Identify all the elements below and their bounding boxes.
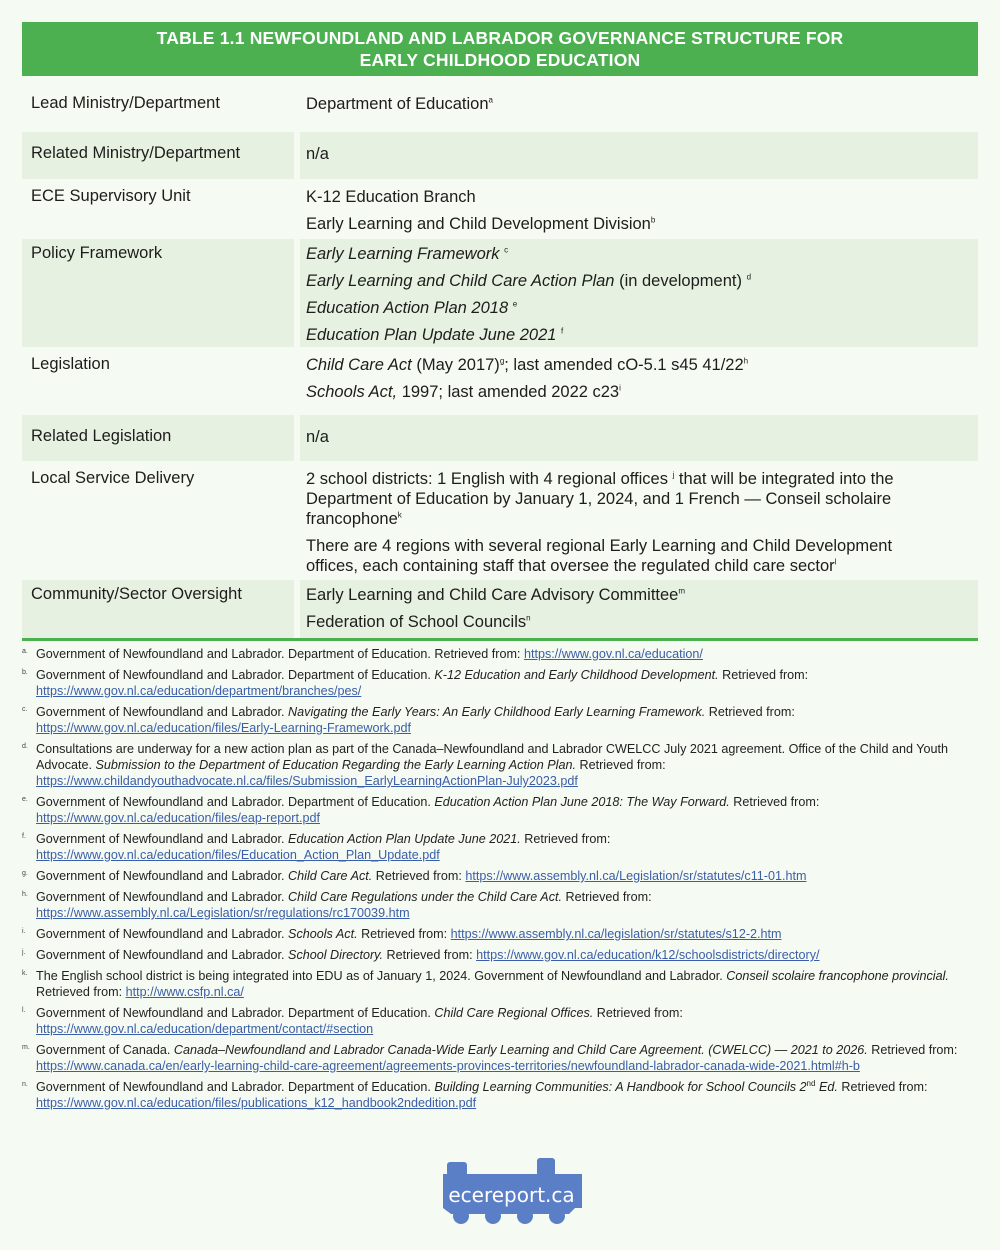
footnote-link[interactable]: https://www.gov.nl.ca/education/k12/schoolsdistricts/directory/ <box>476 948 820 962</box>
footnote-link[interactable]: http://www.csfp.nl.ca/ <box>125 985 244 999</box>
footnote-link[interactable]: https://www.gov.nl.ca/education/files/publications_k12_handbook2ndedition.pdf <box>36 1096 477 1110</box>
footnote-key: d. <box>22 743 28 750</box>
footnote-key: f. <box>22 833 26 840</box>
footnote-text: Government of Newfoundland and Labrador. <box>36 832 289 846</box>
footnote-key: j. <box>22 949 26 956</box>
row-value <box>300 182 978 236</box>
row-value <box>300 239 978 347</box>
footnote <box>22 1005 978 1037</box>
footnote-link[interactable]: https://www.assembly.nl.ca/Legislation/sr/regulations/rc170039.htm <box>36 906 410 920</box>
footnote-text: Retrieved from: <box>718 668 809 682</box>
footnote-key: h. <box>22 891 28 898</box>
table-title <box>22 22 978 76</box>
footnote-link[interactable]: https://www.gov.nl.ca/education/department/branches/pes/ <box>36 684 362 698</box>
footnote <box>22 794 978 826</box>
value-text: Federation of School Councils <box>306 613 527 631</box>
footnote-link[interactable]: https://www.assembly.nl.ca/legislation/sr/statutes/s12-2.htm <box>450 927 782 941</box>
footnote-link[interactable]: https://www.assembly.nl.ca/Legislation/sr/statutes/c11-01.htm <box>465 869 807 883</box>
footnote-link[interactable]: https://www.gov.nl.ca/education/files/Early-Learning-Framework.pdf <box>36 721 411 735</box>
footnote-title: Child Care Regulations under the Child Care Act. <box>288 890 562 904</box>
footnote-title: School Directory. <box>288 948 383 962</box>
value-text: that will be integrated into the Department of Education by January 1, 2024, and 1 French — Conseil scholaire francophone <box>306 470 894 528</box>
value-text: 2 school districts: 1 English with 4 regional offices <box>306 470 668 488</box>
value-text: ; last amended cO-5.1 s45 41/22 <box>504 356 744 374</box>
row-label: Policy Framework <box>22 239 294 347</box>
value-text: n/a <box>306 428 329 446</box>
footnote <box>22 667 978 699</box>
table-row <box>22 415 978 461</box>
footnote-text: Retrieved from: <box>372 869 466 883</box>
footnote-key: l. <box>22 1007 26 1014</box>
footnote-text: Government of Newfoundland and Labrador. <box>36 927 289 941</box>
row-label: Lead Ministry/Department <box>31 94 220 112</box>
footnote-text: Government of Newfoundland and Labrador. <box>36 948 289 962</box>
value-text: Early Learning and Child Development Division <box>306 215 651 233</box>
row-value <box>300 464 978 577</box>
footnote-text: Government of Newfoundland and Labrador. Department of Education. Retrieved from: <box>36 647 524 661</box>
value-text: Early Learning and Child Care Action Plan <box>306 272 615 290</box>
footnote-title: Child Care Regional Offices. <box>434 1006 594 1020</box>
value-text: Department of Education <box>306 95 489 113</box>
value-text: Early Learning Framework <box>306 245 500 263</box>
footnote-ref: d <box>746 272 752 282</box>
footnote-link[interactable]: https://www.childandyouthadvocate.nl.ca/files/Submission_EarlyLearningActionPlan-July2023.pdf <box>36 774 578 788</box>
footnote-link[interactable]: https://www.canada.ca/en/early-learning-child-care-agreement/agreements-provinces-territories/newfoundland-labrador-canada-wide-2021.html#h-b <box>36 1059 860 1073</box>
footnote-ref: h <box>743 356 749 366</box>
table-row <box>22 239 978 347</box>
footnote-title: Education Action Plan Update June 2021. <box>288 832 521 846</box>
footnote-title: Schools Act. <box>288 927 358 941</box>
footnote-title: Education Action Plan June 2018: The Way Forward. <box>434 795 730 809</box>
table-row <box>22 132 978 179</box>
footnote-text: Retrieved from: <box>837 1080 928 1094</box>
footnote-key: a. <box>22 648 28 655</box>
footnote-ref: b <box>650 215 656 225</box>
footnote-title-sup: nd <box>806 1078 816 1088</box>
value-text: Education Action Plan 2018 <box>306 299 509 317</box>
value-text: Schools Act, <box>306 383 398 401</box>
footnote <box>22 947 978 963</box>
row-label: Legislation <box>31 355 110 373</box>
row-label: Related Ministry/Department <box>22 132 294 179</box>
ecereport-logo[interactable] <box>441 1158 582 1226</box>
footnote <box>22 1042 978 1074</box>
footnote-text: Retrieved from: <box>729 795 820 809</box>
footnote-title: Navigating the Early Years: An Early Childhood Early Learning Framework. <box>288 705 706 719</box>
table-row <box>22 350 978 412</box>
footnote-text: Government of Newfoundland and Labrador. <box>36 890 289 904</box>
table-title-line-2: EARLY CHILDHOOD EDUCATION <box>359 50 641 70</box>
footnote-link[interactable]: https://www.gov.nl.ca/education/department/contact/#section <box>36 1022 374 1036</box>
footnote <box>22 646 978 662</box>
footnote-key: i. <box>22 928 26 935</box>
value-text: (in development) <box>614 272 742 290</box>
table-row <box>22 182 978 236</box>
row-label: Related Legislation <box>22 415 294 461</box>
footnote-key: k. <box>22 970 28 977</box>
footnote-title: Ed. <box>815 1080 838 1094</box>
footnote-ref: g <box>499 356 505 366</box>
footnote-ref: n <box>526 613 531 623</box>
row-label: ECE Supervisory Unit <box>31 187 191 205</box>
footnote-key: e. <box>22 796 28 803</box>
row-label: Community/Sector Oversight <box>22 580 294 638</box>
value-text: Child Care Act <box>306 356 412 374</box>
footnote-text: Retrieved from: <box>705 705 795 719</box>
footnote-text: Government of Newfoundland and Labrador. Department of Education. <box>36 1080 435 1094</box>
footnote-title: Child Care Act. <box>288 869 373 883</box>
footnote-text: Government of Newfoundland and Labrador. <box>36 869 289 883</box>
footnote-title: Building Learning Communities: A Handbook for School Councils 2 <box>434 1080 807 1094</box>
footnote-text: Government of Newfoundland and Labrador. Department of Education. <box>36 668 435 682</box>
footnote-text: Government of Canada. <box>36 1043 174 1057</box>
footnote-ref: j <box>672 470 675 480</box>
footnote-text: Retrieved from: <box>383 948 477 962</box>
value-text: Early Learning and Child Care Advisory Committee <box>306 586 679 604</box>
footnote-key: c. <box>22 706 28 713</box>
footnote-key: g. <box>22 870 28 877</box>
value-text: There are 4 regions with several regional Early Learning and Child Development offices, each containing staff that oversee the regulated child care sector <box>306 537 893 575</box>
footnote-key: m. <box>22 1044 30 1051</box>
footnote-title: Submission to the Department of Education Regarding the Early Learning Action Plan. <box>95 758 576 772</box>
logo-text: ecereport.ca <box>448 1183 575 1207</box>
footnote-link[interactable]: https://www.gov.nl.ca/education/files/eap-report.pdf <box>36 811 320 825</box>
table-title-line-1: TABLE 1.1 NEWFOUNDLAND AND LABRADOR GOVERNANCE STRUCTURE FOR <box>156 28 844 48</box>
value-text: 1997; last amended 2022 c23 <box>397 383 620 401</box>
footnote-text: Retrieved from: <box>867 1043 958 1057</box>
row-value <box>300 350 978 412</box>
value-text: (May 2017) <box>411 356 500 374</box>
footnote-ref: e <box>512 299 518 309</box>
value-text: n/a <box>306 145 329 163</box>
footnote <box>22 968 978 1000</box>
footnote <box>22 831 978 863</box>
footnote-ref: k <box>397 510 402 520</box>
row-value <box>300 580 978 638</box>
row-value <box>300 82 978 129</box>
footnote-ref: i <box>619 383 621 393</box>
value-text: Education Plan Update June 2021 <box>306 326 557 344</box>
footnote-ref: a <box>488 95 493 105</box>
footnote-text: The English school district is being integrated into EDU as of January 1, 2024. Government of Newfoundland and Labrador. <box>36 969 727 983</box>
footnote <box>22 704 978 736</box>
footnote <box>22 741 978 789</box>
value-text: K-12 Education Branch <box>306 188 476 206</box>
footnote-title: Conseil scolaire francophone provincial. <box>726 969 949 983</box>
footnote-text: Retrieved from: <box>593 1006 683 1020</box>
footnote-text: Government of Newfoundland and Labrador. Department of Education. <box>36 795 435 809</box>
row-value <box>300 415 978 461</box>
footnote-text: Consultations are underway for a new action plan as part of the Canada–Newfoundland and Labrador CWELCC July 2021 agreement. Office of the Child and Youth Advocate. <box>36 742 948 772</box>
footnote-text: Retrieved from: <box>520 832 611 846</box>
footnote-title: K-12 Education and Early Childhood Development. <box>434 668 719 682</box>
footnote-title: Canada–Newfoundland and Labrador Canada-Wide Early Learning and Child Care Agreement. (CWELCC) — 2021 to 2026. <box>173 1043 868 1057</box>
footnote-ref: c <box>504 245 509 255</box>
footnote-key: n. <box>22 1081 28 1088</box>
table-row <box>22 464 978 577</box>
footnote <box>22 868 978 884</box>
footnote-text: Retrieved from: <box>576 758 666 772</box>
footnote <box>22 889 978 921</box>
footnote-link[interactable]: https://www.gov.nl.ca/education/ <box>523 647 703 661</box>
footnote-link[interactable]: https://www.gov.nl.ca/education/files/Education_Action_Plan_Update.pdf <box>36 848 440 862</box>
footnote-text: Retrieved from: <box>562 890 652 904</box>
footnote-text: Government of Newfoundland and Labrador. <box>36 705 289 719</box>
footnote <box>22 1079 978 1111</box>
row-value <box>300 132 978 179</box>
row-label: Local Service Delivery <box>31 469 195 487</box>
footnote-ref: m <box>678 586 686 596</box>
footnote-text: Retrieved from: <box>36 985 126 999</box>
footnotes <box>22 646 978 1116</box>
table-row <box>22 82 978 129</box>
footnote <box>22 926 978 942</box>
footnote-key: b. <box>22 669 28 676</box>
table-row <box>22 580 978 638</box>
footnote-text: Government of Newfoundland and Labrador. Department of Education. <box>36 1006 435 1020</box>
footnote-ref: f <box>561 326 564 336</box>
footnote-text: Retrieved from: <box>357 927 451 941</box>
footnote-ref: l <box>834 557 837 567</box>
governance-table <box>22 82 978 641</box>
